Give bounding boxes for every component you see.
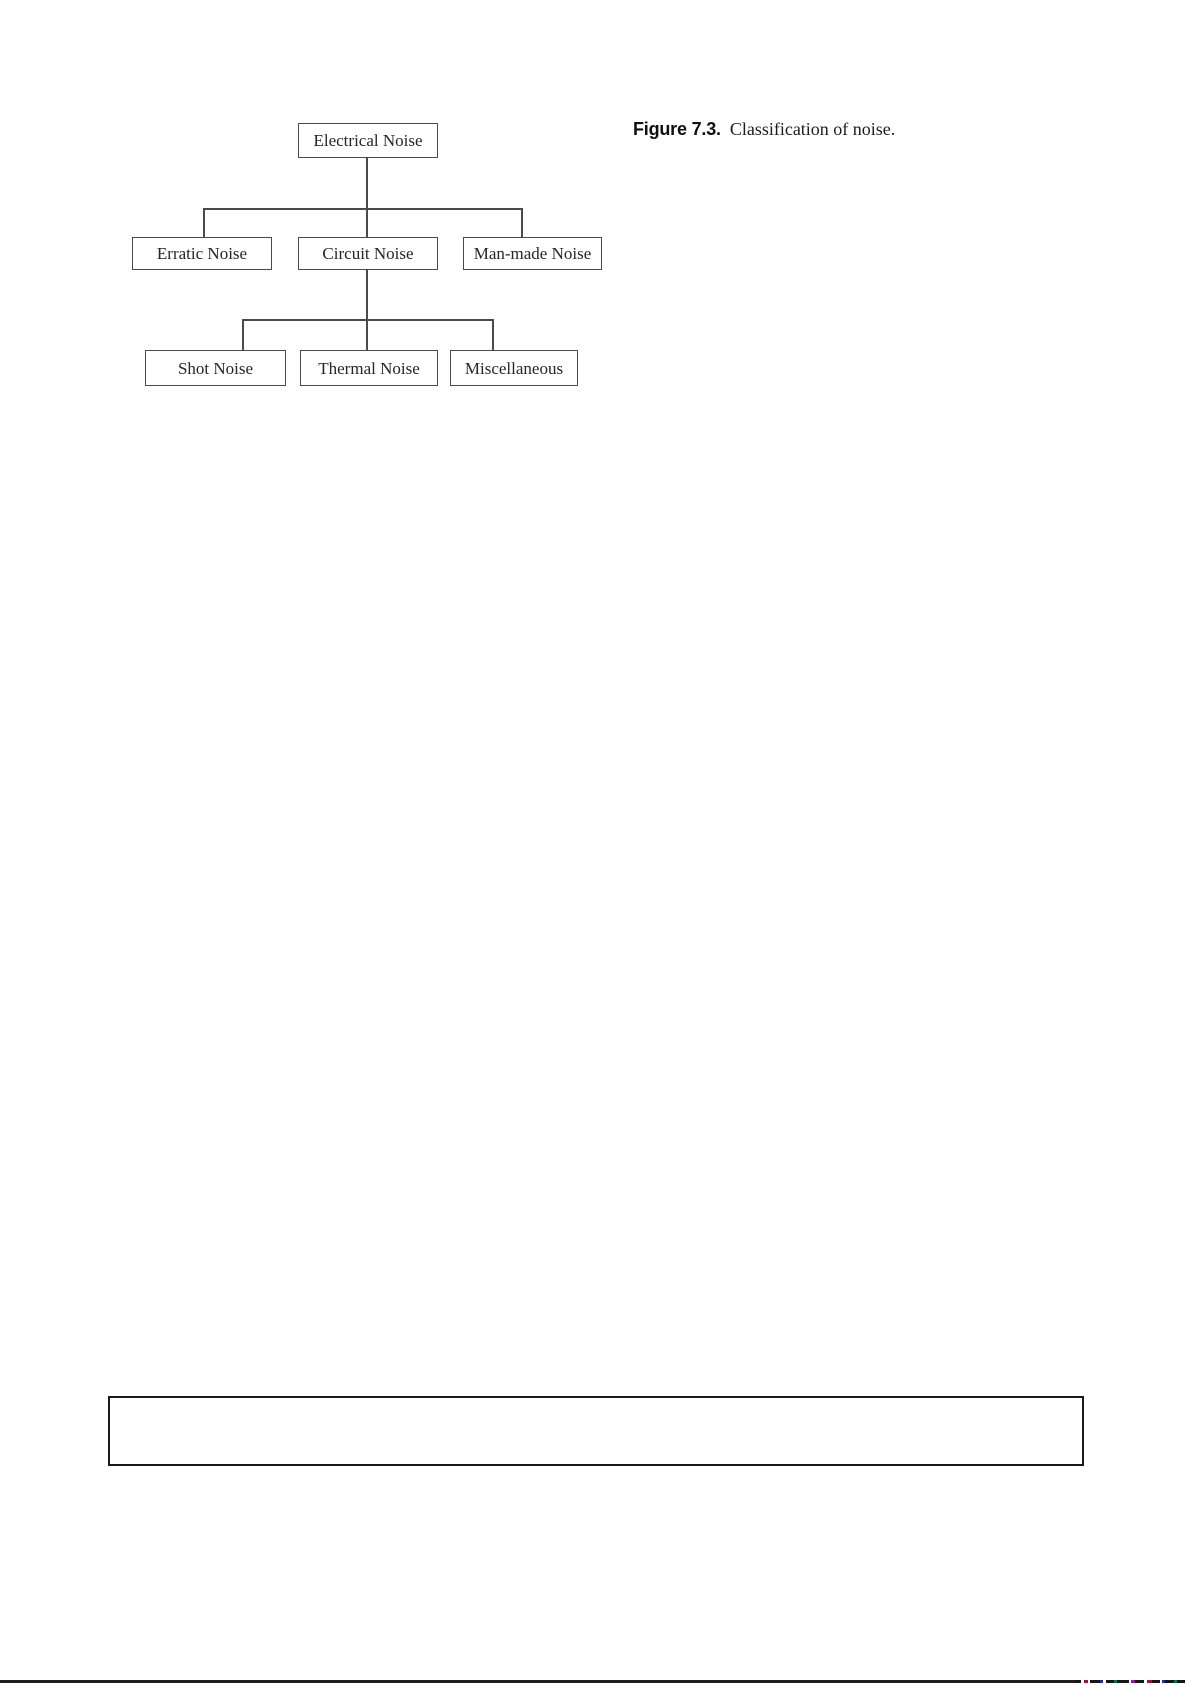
- connector-stub-erratic: [203, 208, 205, 237]
- scan-artifact-dashes: [1075, 1680, 1192, 1683]
- node-electrical-noise: Electrical Noise: [298, 123, 438, 158]
- node-miscellaneous: Miscellaneous: [450, 350, 578, 386]
- connector-row3-horizontal: [242, 319, 494, 321]
- connector-stub-manmade: [521, 208, 523, 237]
- node-erratic-noise: Erratic Noise: [132, 237, 272, 270]
- figure-caption-text: Classification of noise.: [729, 119, 896, 139]
- empty-text-box: [108, 1396, 1084, 1466]
- connector-root-to-row2: [366, 158, 368, 237]
- connector-row2-horizontal: [203, 208, 523, 210]
- figure-caption-number: Figure 7.3.: [633, 119, 721, 139]
- connector-stub-miscellaneous: [492, 319, 494, 350]
- node-thermal-noise: Thermal Noise: [300, 350, 438, 386]
- connector-circuit-to-row3: [366, 270, 368, 350]
- node-circuit-noise: Circuit Noise: [298, 237, 438, 270]
- page-bottom-scan-line: [0, 1680, 1075, 1683]
- figure-7-3: [0, 0, 700, 420]
- node-shot-noise: Shot Noise: [145, 350, 286, 386]
- connector-stub-shot: [242, 319, 244, 350]
- node-man-made-noise: Man-made Noise: [463, 237, 602, 270]
- figure-caption: [633, 119, 895, 140]
